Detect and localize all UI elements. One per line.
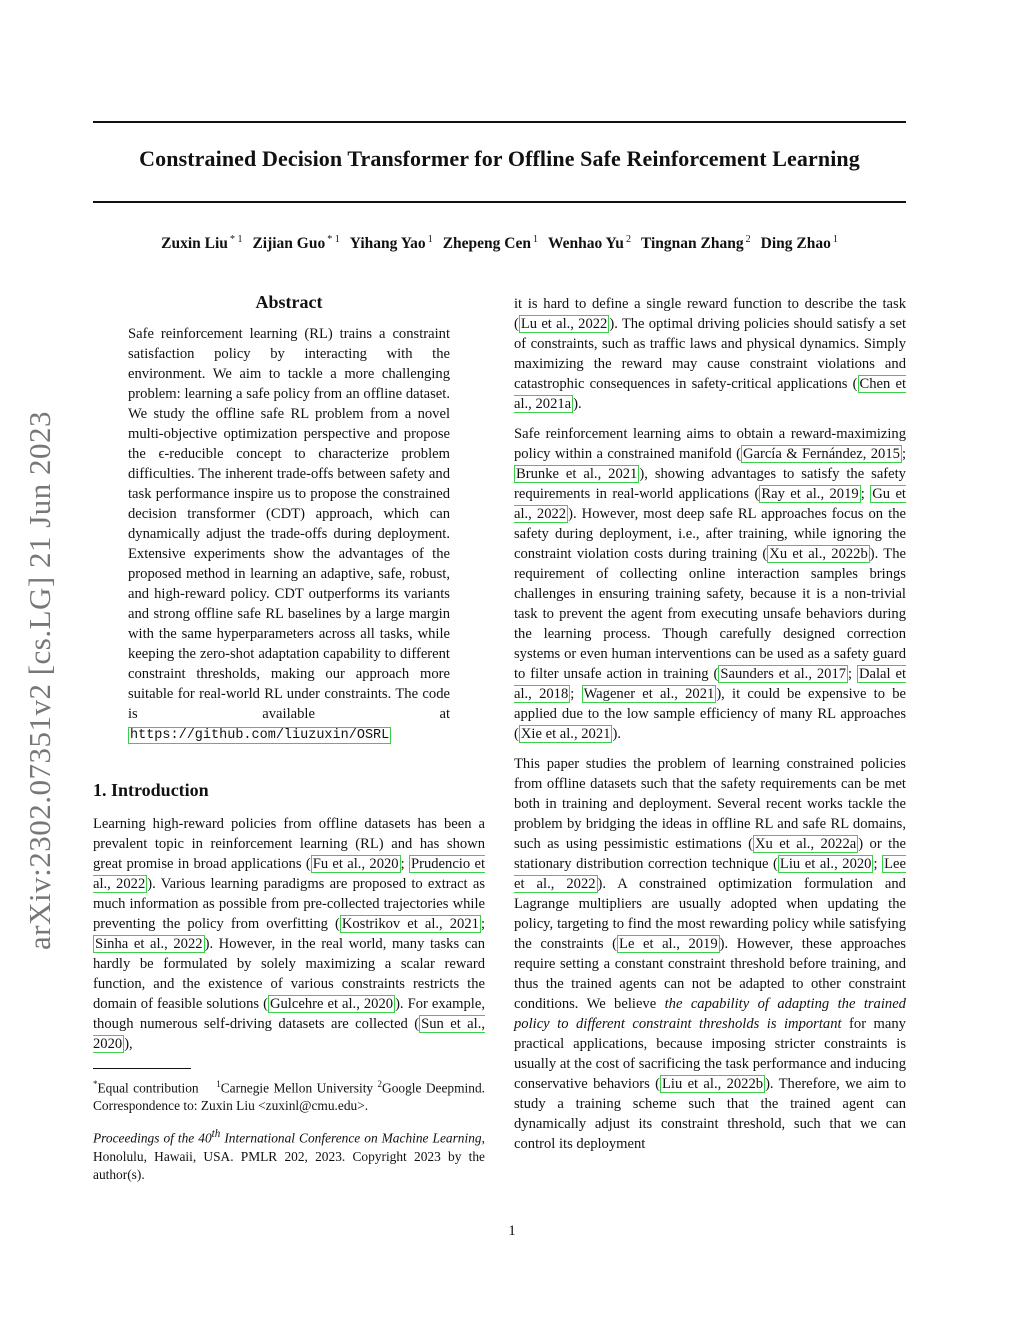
proceedings-rest: , Honolulu, Hawaii, USA. PMLR 202, 2023. Copyright 2023 by the author(s). [93, 1130, 485, 1182]
paragraph-text: ; [480, 916, 485, 932]
author-6: Tingnan Zhang $^2$ [640, 234, 751, 253]
paragraph-text: it is hard to define a single reward function to describe the task ( [514, 296, 906, 332]
paragraph-text: Safe reinforcement learning aims to obtain a reward-maximizing policy within a constrained manifold ( [514, 426, 906, 462]
author-3: Yihang Yao $^1$ [349, 234, 433, 253]
proceedings-ordinal-sup: th [211, 1128, 221, 1141]
citation-link[interactable]: Dalal et al., 2018 [514, 666, 906, 702]
paper-title: Constrained Decision Transformer for Offline Safe Reinforcement Learning [139, 146, 860, 171]
citation-link[interactable]: Sun et al., 2020 [93, 1016, 485, 1052]
author-5: Wenhao Yu $^2$ [547, 234, 631, 253]
paragraph-text: ). Various learning paradigms are proposed to extract as much information as possible from pre-collected trajectories while preventing the policy from overfitting ( [93, 876, 485, 932]
paragraph-text: ; [860, 486, 871, 502]
citation-link[interactable]: García & Fernández, 2015 [742, 446, 900, 462]
paragraph-text: Learning high-reward policies from offline datasets has been a prevalent topic in reinforcement learning (RL) and has shown great promise in broad applications ( [93, 816, 485, 872]
footnote-rule [93, 1068, 191, 1069]
citation-link[interactable]: Xu et al., 2022a [755, 836, 857, 852]
paragraph-text: ). [573, 396, 582, 412]
paragraph-text: ), it could be expensive to be applied due to the low sample efficiency of many RL approaches ( [514, 686, 907, 742]
page-number: 1 [508, 1223, 516, 1239]
code-link[interactable]: https://github.com/liuzuxin/OSRL [130, 728, 390, 743]
footnote-mark-2: 2 [377, 1079, 383, 1089]
citation-link[interactable]: Wagener et al., 2021 [583, 686, 715, 702]
citation-link[interactable]: Gu et al., 2022 [514, 486, 906, 522]
proceedings-prefix: Proceedings of the [93, 1130, 195, 1146]
footnote-mark-star: * [93, 1079, 98, 1089]
citation-link[interactable]: Saunders et al., 2017 [720, 666, 847, 682]
abstract-text: Safe reinforcement learning (RL) trains a constraint satisfaction policy by interacting with the environment. We aim to tackle a more challenging problem: learning a safe policy from an offline dataset. We study the offline safe RL problem from a novel multi-objective optimization perspective and propose the ϵ-reducible concept to characterize problem difficulties. The inherent trade-offs between safety and task performance inspire us to propose the constrained decision transformer (CDT) approach, which can dynamically adjust the trade-offs during deployment. Extensive experiments show the advantages of the proposed method in learning an adaptive, safe, robust, and high-reward policy. CDT outperforms its variants and strong offline safe RL baselines by a large margin with the same hyperparameters across all tasks, while keeping the zero-shot adaptation capability to different constraint thresholds, making our approach more suitable for real-world RL under constraints. The code is available at [128, 326, 450, 722]
title-bottom-rule [93, 201, 906, 203]
paragraph-text: ). The requirement of collecting online interaction samples brings challenges in ensuring training safety, because it is a non-trivial task to prevent the agent from executing unsafe behaviors during the learning process. Though carefully designed correction systems or even human interventions can be used as a safety guard to filter unsafe action in training ( [514, 546, 906, 682]
right-paragraph-2 [514, 424, 906, 744]
paragraph-text: ), showing advantages to satisfy the safety requirements in real-world applications ( [514, 466, 906, 502]
right-column [514, 294, 906, 1164]
footnote-affil-2: Google Deepmind. Correspondence to: Zuxin Liu <zuxinl@cmu.edu>. [93, 1080, 486, 1114]
paragraph-text: ). [612, 726, 621, 742]
paragraph-text: ). For example, though numerous self-driving datasets are collected ( [93, 996, 485, 1032]
citation-link[interactable]: Lu et al., 2022 [520, 316, 608, 332]
paragraph-text: ). A constrained optimization formulation and Lagrange multipliers are usually adopted when updating the policy, targeting to find the most rewarding policy while satisfying the constraints ( [514, 876, 906, 952]
paragraph-text: ). However, these approaches require setting a constant constraint threshold before training, and thus the trained agents can not be adapted to other constraint conditions. We believe [514, 936, 906, 1012]
paragraph-text: ; [848, 666, 857, 682]
author-1: Zuxin Liu $^{* 1}$ [161, 234, 243, 253]
author-7: Ding Zhao $^1$ [760, 234, 838, 253]
paragraph-text: This paper studies the problem of learning constrained policies from offline datasets such that the safety requirements can be met both in training and deployment. Several recent works tackle the problem by bridging the ideas in offline RL and safe RL domains, such as using pessimistic estimations ( [514, 756, 906, 852]
paragraph-text: ; [570, 686, 582, 702]
citation-link[interactable]: Lee et al., 2022 [514, 856, 906, 892]
citation-link[interactable]: Fu et al., 2020 [312, 856, 399, 872]
footnote-affil-1: Carnegie Mellon University [220, 1080, 374, 1096]
citation-link[interactable]: Liu et al., 2022b [661, 1076, 764, 1092]
citation-link[interactable]: Le et al., 2019 [619, 936, 718, 952]
paragraph-text: ). Therefore, we aim to study a training scheme such that the trained agent can dynamically adjust its constraint threshold, such that we can control its deployment [514, 1076, 907, 1152]
citation-link[interactable]: Chen et al., 2021a [514, 376, 906, 412]
right-paragraph-1 [514, 294, 906, 414]
paragraph-text: ). However, most deep safe RL approaches focus on the safety during deployment, i.e., after training, while ignoring the constraint violation costs during training ( [514, 506, 906, 562]
proceedings-ordinal: 40 [198, 1130, 212, 1146]
citation-link[interactable]: Gulcehre et al., 2020 [269, 996, 394, 1012]
abstract-heading: Abstract [255, 292, 323, 312]
citation-link[interactable]: Prudencio et al., 2022 [93, 856, 486, 892]
citation-link[interactable]: Sinha et al., 2022 [95, 936, 203, 952]
left-column [93, 290, 485, 1184]
author-list [93, 234, 906, 253]
author-2: Zijian Guo $^{* 1}$ [252, 234, 340, 253]
footnote-mark-1: 1 [216, 1079, 221, 1089]
paragraph-text: ; [873, 856, 883, 872]
footnote-equal: Equal contribution [97, 1080, 199, 1096]
proceedings-conference: International Conference on Machine Learning [224, 1130, 482, 1146]
paragraph-text: ). The optimal driving policies should satisfy a set of constraints, such as traffic laws and physical dynamics. Simply maximizing the reward may cause constraint violations and catastrophic consequences in safety-critical applications ( [514, 316, 906, 392]
footnotes [93, 1075, 485, 1115]
abstract-body [128, 324, 450, 746]
section-heading-introduction: 1. Introduction [93, 780, 209, 800]
right-paragraph-3 [514, 754, 906, 1154]
proceedings-note [93, 1125, 485, 1183]
intro-paragraph-1 [93, 814, 485, 1054]
paragraph-text: ; [901, 446, 906, 462]
citation-link[interactable]: Xie et al., 2021 [520, 726, 611, 742]
citation-link[interactable]: Brunke et al., 2021 [516, 466, 638, 482]
paragraph-text: for many practical applications, because imposing stricter constraints is usually at the cost of sacrificing the task performance and inducing conservative behaviors ( [514, 1016, 906, 1092]
citation-link[interactable]: Kostrikov et al., 2021 [341, 916, 479, 932]
citation-link[interactable]: Xu et al., 2022b [769, 546, 868, 562]
paragraph-text: ) or the stationary distribution correction technique ( [514, 836, 906, 872]
emphasis-text: the capability of adapting the trained policy to different constraint thresholds is important [514, 996, 906, 1032]
paragraph-text: ; [400, 856, 409, 872]
citation-link[interactable]: Liu et al., 2020 [779, 856, 872, 872]
citation-link[interactable]: Ray et al., 2019 [761, 486, 859, 502]
top-rule [93, 121, 906, 123]
author-4: Zhepeng Cen $^1$ [442, 234, 538, 253]
paragraph-text: ), [124, 1036, 133, 1052]
paragraph-text: ). However, in the real world, many tasks can hardly be formulated by solely maximizing a scalar reward function, and the existence of various constraints restricts the domain of feasible solutions ( [93, 936, 485, 1012]
arxiv-stamp: arXiv:2302.07351v2 [cs.LG] 21 Jun 2023 [22, 410, 57, 950]
